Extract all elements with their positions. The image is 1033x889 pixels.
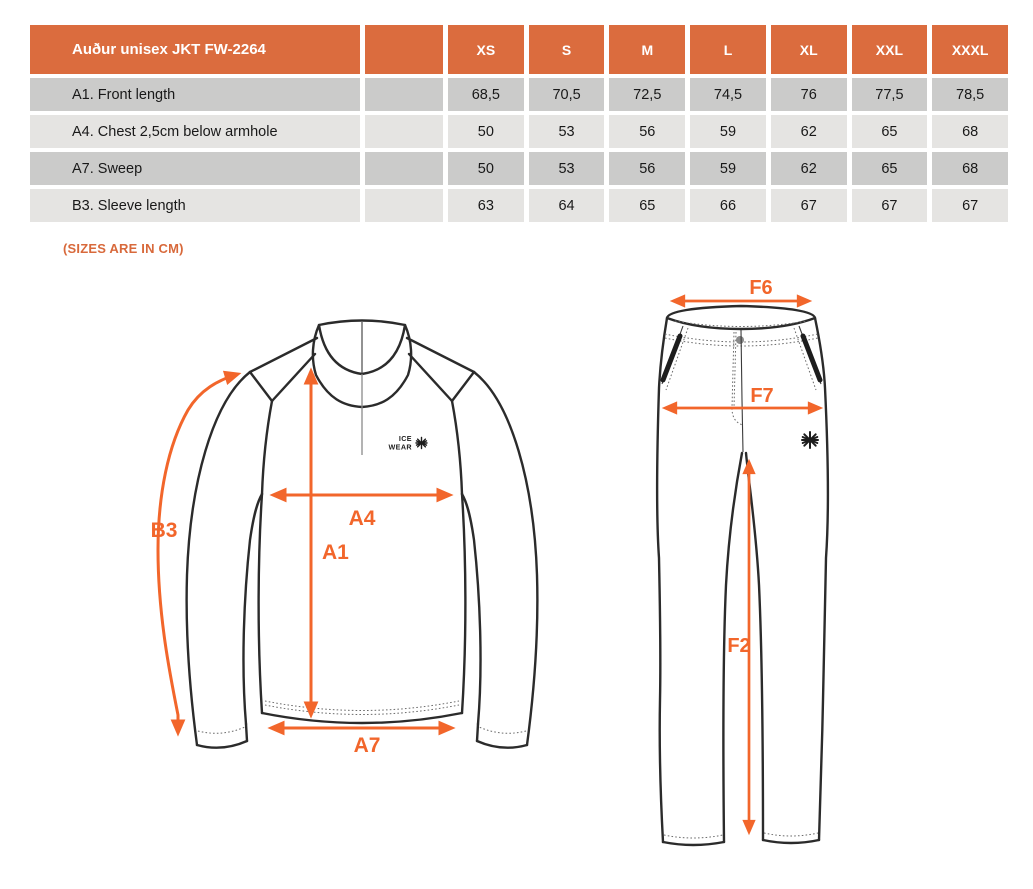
pants-waistband	[665, 306, 818, 452]
hem-stitching	[664, 835, 723, 838]
size-value: 50	[448, 115, 524, 148]
size-value: 59	[690, 115, 766, 148]
fly-stitching	[734, 332, 736, 408]
size-value: 62	[771, 152, 847, 185]
hem-stitching	[764, 833, 818, 836]
a7-label: A7	[353, 734, 381, 757]
f7-label: F7	[750, 385, 774, 407]
size-value: 68	[932, 152, 1008, 185]
a4-label: A4	[348, 507, 376, 530]
size-header-s: S	[529, 25, 605, 74]
pants-measurements	[665, 280, 820, 832]
size-value: 50	[448, 152, 524, 185]
size-value: 77,5	[852, 78, 928, 111]
f2-label: F2	[727, 635, 751, 657]
size-table	[30, 25, 1008, 222]
size-value: 56	[609, 115, 685, 148]
size-value: 64	[529, 189, 605, 222]
right-pocket-trim	[803, 336, 820, 380]
a1-label: A1	[322, 541, 349, 564]
pants-drawing	[635, 280, 845, 870]
logo-text-line1: ICE	[398, 434, 412, 443]
size-value: 67	[771, 189, 847, 222]
jacket-collar	[313, 321, 411, 456]
size-value: 70,5	[529, 78, 605, 111]
size-header-l: L	[690, 25, 766, 74]
b3-arrow	[158, 374, 238, 733]
jacket-drawing	[140, 295, 600, 775]
row-label: B3. Sleeve length	[30, 189, 360, 222]
size-header-xs: XS	[448, 25, 524, 74]
row-label: A7. Sweep	[30, 152, 360, 185]
table-header-spacer	[365, 25, 443, 74]
size-value: 67	[932, 189, 1008, 222]
center-front-seam	[741, 330, 743, 452]
size-header-xl: XL	[771, 25, 847, 74]
size-value: 66	[690, 189, 766, 222]
row-spacer	[365, 78, 443, 111]
size-header-m: M	[609, 25, 685, 74]
size-value: 72,5	[609, 78, 685, 111]
row-spacer	[365, 115, 443, 148]
size-value: 63	[448, 189, 524, 222]
size-value: 65	[609, 189, 685, 222]
hem-stitching	[265, 701, 459, 711]
row-label: A1. Front length	[30, 78, 360, 111]
size-value: 65	[852, 115, 928, 148]
units-note: (SIZES ARE IN CM)	[63, 241, 184, 256]
size-value: 76	[771, 78, 847, 111]
jacket-measurements	[151, 371, 452, 757]
size-value: 56	[609, 152, 685, 185]
size-value: 68	[932, 115, 1008, 148]
size-value: 53	[529, 152, 605, 185]
cuff-stitching	[198, 727, 245, 733]
size-value: 68,5	[448, 78, 524, 111]
hem-stitching	[265, 705, 459, 715]
size-value: 67	[852, 189, 928, 222]
size-value: 78,5	[932, 78, 1008, 111]
b3-label: B3	[150, 519, 178, 542]
logo-text-line2: WEAR	[388, 442, 412, 452]
size-value: 62	[771, 115, 847, 148]
size-value: 65	[852, 152, 928, 185]
snowflake-icon	[416, 438, 427, 449]
table-title: Auður unisex JKT FW-2264	[30, 25, 360, 74]
row-label: A4. Chest 2,5cm below armhole	[30, 115, 360, 148]
cuff-stitching	[479, 727, 526, 733]
row-spacer	[365, 189, 443, 222]
f6-label: F6	[749, 280, 773, 299]
size-value: 74,5	[690, 78, 766, 111]
size-header-xxl: XXL	[852, 25, 928, 74]
jacket-left-sleeve	[187, 372, 262, 748]
size-value: 59	[690, 152, 766, 185]
size-header-xxxl: XXXL	[932, 25, 1008, 74]
jacket-right-sleeve	[462, 372, 537, 748]
waist-button	[736, 336, 744, 344]
brand-logo	[388, 434, 427, 452]
row-spacer	[365, 152, 443, 185]
size-value: 53	[529, 115, 605, 148]
snowflake-icon	[802, 432, 818, 448]
